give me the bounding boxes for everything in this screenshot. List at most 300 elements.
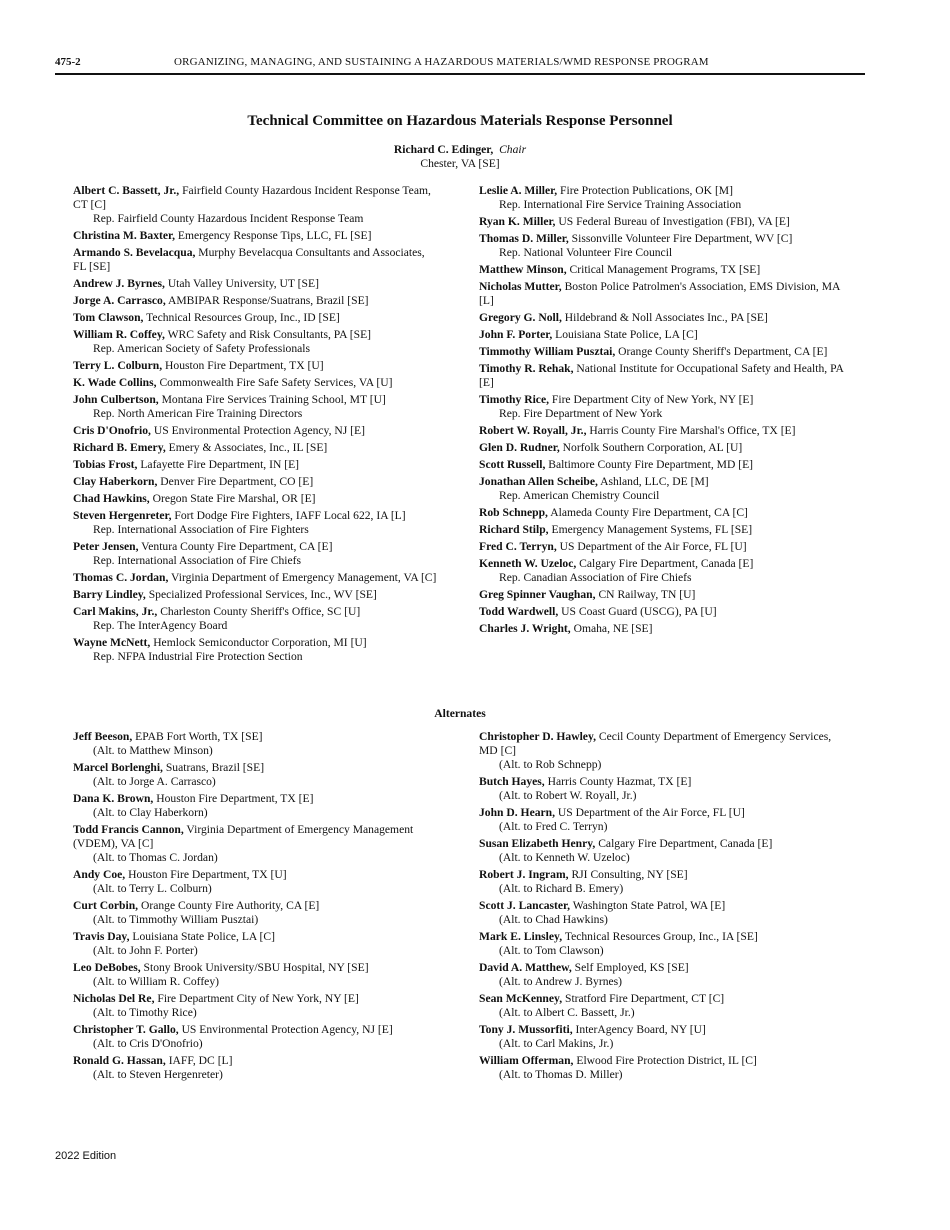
member-name: Greg Spinner Vaughan,	[479, 588, 596, 601]
member-affiliation: Ashland, LLC, DE [M]	[600, 475, 709, 488]
member-name: Jonathan Allen Scheibe,	[479, 475, 598, 488]
member-affiliation: Lafayette Fire Department, IN [E]	[140, 458, 300, 471]
alternate-affiliation: Harris County Hazmat, TX [E]	[547, 775, 692, 788]
alternate-for: (Alt. to Richard B. Emery)	[499, 882, 624, 895]
entry-line	[479, 992, 849, 1006]
entry-line	[73, 328, 438, 342]
alternate-name: Todd Francis Cannon,	[73, 823, 184, 836]
alternate-for: (Alt. to Tom Clawson)	[499, 944, 604, 957]
alternate-entry	[479, 1054, 849, 1082]
edition-footer: 2022 Edition	[55, 1150, 117, 1162]
member-entry	[479, 424, 849, 438]
alternate-entry	[73, 823, 438, 865]
alternate-name: Andy Coe,	[73, 868, 126, 881]
alternate-entry	[479, 961, 849, 989]
alternate-affiliation: US Department of the Air Force, FL [U]	[557, 806, 745, 819]
alternate-entry	[73, 992, 438, 1020]
member-affiliation: Harris County Fire Marshal's Office, TX [E]	[589, 424, 796, 437]
member-name: Steven Hergenreter,	[73, 509, 172, 522]
alternate-name: Susan Elizabeth Henry,	[479, 837, 596, 850]
alternate-entry	[479, 899, 849, 927]
member-affiliation: Boston Police Patrolmen's Association, EMS Division, MA [L]	[479, 280, 840, 307]
entry-line	[479, 506, 849, 520]
alternate-entry	[73, 868, 438, 896]
member-affiliation: AMBIPAR Response/Suatrans, Brazil [SE]	[168, 294, 369, 307]
entry-line	[479, 328, 849, 342]
member-representation: Rep. American Chemistry Council	[499, 489, 660, 502]
member-affiliation: US Federal Bureau of Investigation (FBI), VA [E]	[558, 215, 790, 228]
alternate-affiliation: Suatrans, Brazil [SE]	[165, 761, 265, 774]
entry-line	[479, 930, 849, 944]
member-entry	[479, 263, 849, 277]
member-entry	[479, 393, 849, 421]
alternate-entry	[479, 775, 849, 803]
entry-line	[479, 588, 849, 602]
member-name: Christina M. Baxter,	[73, 229, 175, 242]
alternate-affiliation: Stony Brook University/SBU Hospital, NY [SE]	[143, 961, 369, 974]
alternate-name: Curt Corbin,	[73, 899, 139, 912]
member-entry	[479, 215, 849, 229]
member-entry	[73, 492, 438, 506]
member-name: Timothy Rice,	[479, 393, 549, 406]
alternate-affiliation: RJI Consulting, NY [SE]	[571, 868, 688, 881]
member-name: Nicholas Mutter,	[479, 280, 562, 293]
entry-line	[73, 359, 438, 373]
member-affiliation: Ventura County Fire Department, CA [E]	[141, 540, 333, 553]
entry-line	[479, 540, 849, 554]
member-name: Thomas D. Miller,	[479, 232, 569, 245]
member-affiliation: Commonwealth Fire Safe Safety Services, VA [U]	[159, 376, 393, 389]
member-name: Jorge A. Carrasco,	[73, 294, 166, 307]
alternate-for: (Alt. to Robert W. Royall, Jr.)	[499, 789, 637, 802]
member-entry	[73, 458, 438, 472]
member-entry	[479, 540, 849, 554]
member-representation: Rep. Canadian Association of Fire Chiefs	[499, 571, 692, 584]
entry-line	[479, 311, 849, 325]
entry-line	[479, 263, 849, 277]
member-entry	[73, 359, 438, 373]
member-affiliation: Utah Valley University, UT [SE]	[167, 277, 319, 290]
chair-name: Richard C. Edinger,	[393, 143, 494, 156]
member-entry	[73, 540, 438, 568]
member-entry	[479, 458, 849, 472]
entry-line	[73, 823, 438, 851]
member-entry	[479, 280, 849, 308]
alternate-affiliation: Calgary Fire Department, Canada [E]	[598, 837, 773, 850]
alternate-affiliation: Stratford Fire Department, CT [C]	[565, 992, 725, 1005]
member-name: Carl Makins, Jr.,	[73, 605, 158, 618]
member-representation: Rep. International Association of Fire Chiefs	[93, 554, 302, 567]
member-name: Scott Russell,	[479, 458, 546, 471]
entry-line	[73, 899, 438, 913]
alternate-affiliation: Fire Department City of New York, NY [E]	[157, 992, 359, 1005]
alternate-affiliation: EPAB Fort Worth, TX [SE]	[135, 730, 263, 743]
alternate-name: Travis Day,	[73, 930, 130, 943]
member-affiliation: US Department of the Air Force, FL [U]	[559, 540, 747, 553]
entry-line	[73, 294, 438, 308]
alternate-name: John D. Hearn,	[479, 806, 556, 819]
member-representation: Rep. National Volunteer Fire Council	[499, 246, 673, 259]
member-affiliation: Montana Fire Services Training School, MT [U]	[161, 393, 386, 406]
entry-line	[479, 605, 849, 619]
member-entry	[479, 362, 849, 390]
alternate-for: (Alt. to Fred C. Terryn)	[499, 820, 608, 833]
entry-line	[73, 1023, 438, 1037]
alternate-entry	[73, 961, 438, 989]
chair-block	[0, 143, 920, 171]
entry-line	[479, 622, 849, 636]
entry-line	[73, 540, 438, 554]
member-name: Timmothy William Pusztai,	[479, 345, 616, 358]
member-representation: Rep. North American Fire Training Directors	[93, 407, 303, 420]
alternate-name: Ronald G. Hassan,	[73, 1054, 166, 1067]
member-name: Matthew Minson,	[479, 263, 567, 276]
member-affiliation: Calgary Fire Department, Canada [E]	[579, 557, 754, 570]
entry-line	[479, 215, 849, 229]
entry-line	[73, 636, 438, 650]
alternate-entry	[479, 1023, 849, 1051]
member-entry	[479, 328, 849, 342]
alternate-name: Tony J. Mussorfiti,	[479, 1023, 573, 1036]
member-affiliation: Charleston County Sheriff's Office, SC [U]	[160, 605, 361, 618]
entry-line	[73, 475, 438, 489]
member-entry	[479, 441, 849, 455]
member-entry	[73, 277, 438, 291]
alternate-for: (Alt. to Thomas D. Miller)	[499, 1068, 623, 1081]
entry-line	[479, 775, 849, 789]
member-name: John F. Porter,	[479, 328, 553, 341]
member-representation: Rep. Fire Department of New York	[499, 407, 663, 420]
member-affiliation: Specialized Professional Services, Inc., WV [SE]	[148, 588, 377, 601]
entry-line	[73, 458, 438, 472]
alternate-entry	[73, 899, 438, 927]
alternate-name: William Offerman,	[479, 1054, 574, 1067]
alternate-for: (Alt. to Albert C. Bassett, Jr.)	[499, 1006, 635, 1019]
member-entry	[73, 605, 438, 633]
member-representation: Rep. American Society of Safety Professionals	[93, 342, 311, 355]
alternate-affiliation: Technical Resources Group, Inc., IA [SE]	[564, 930, 758, 943]
member-name: Timothy R. Rehak,	[479, 362, 574, 375]
entry-line	[479, 557, 849, 571]
member-entry	[73, 393, 438, 421]
member-affiliation: WRC Safety and Risk Consultants, PA [SE]	[167, 328, 372, 341]
member-affiliation: Fire Department City of New York, NY [E]	[551, 393, 754, 406]
entry-line	[479, 806, 849, 820]
member-affiliation: US Environmental Protection Agency, NJ [E]	[153, 424, 365, 437]
member-entry	[73, 294, 438, 308]
member-representation: Rep. International Fire Service Training Association	[499, 198, 742, 211]
entry-line	[73, 441, 438, 455]
entry-line	[73, 376, 438, 390]
entry-line	[479, 730, 849, 758]
entry-line	[73, 605, 438, 619]
entry-line	[479, 280, 849, 308]
alternate-name: Dana K. Brown,	[73, 792, 154, 805]
entry-line	[73, 761, 438, 775]
members-left-column	[73, 184, 438, 667]
alternate-entry	[73, 1054, 438, 1082]
alternate-entry	[479, 730, 849, 772]
alternate-name: Christopher D. Hawley,	[479, 730, 597, 743]
alternates-right-column	[479, 730, 849, 1085]
member-affiliation: Virginia Department of Emergency Management, VA [C]	[171, 571, 437, 584]
alternate-for: (Alt. to Chad Hawkins)	[499, 913, 608, 926]
member-name: Tom Clawson,	[73, 311, 144, 324]
member-name: John Culbertson,	[73, 393, 159, 406]
member-name: Gregory G. Noll,	[479, 311, 562, 324]
alternate-for: (Alt. to Cris D'Onofrio)	[93, 1037, 203, 1050]
entry-line	[73, 961, 438, 975]
member-affiliation: Orange County Sheriff's Department, CA [E]	[618, 345, 828, 358]
alternate-name: Nicholas Del Re,	[73, 992, 155, 1005]
entry-line	[479, 362, 849, 390]
entry-line	[479, 441, 849, 455]
entry-line	[73, 792, 438, 806]
running-header	[55, 55, 865, 75]
member-entry	[73, 424, 438, 438]
alternate-name: Butch Hayes,	[479, 775, 545, 788]
member-representation: Rep. The InterAgency Board	[93, 619, 228, 632]
chair-role: Chair	[499, 143, 527, 156]
member-affiliation: Oregon State Fire Marshal, OR [E]	[152, 492, 316, 505]
entry-line	[73, 229, 438, 243]
member-name: Tobias Frost,	[73, 458, 138, 471]
member-affiliation: US Coast Guard (USCG), PA [U]	[561, 605, 717, 618]
member-entry	[73, 376, 438, 390]
member-entry	[479, 506, 849, 520]
alternate-for: (Alt. to Matthew Minson)	[93, 744, 213, 757]
alternate-name: Christopher T. Gallo,	[73, 1023, 179, 1036]
entry-line	[73, 868, 438, 882]
member-entry	[73, 636, 438, 664]
member-name: Kenneth W. Uzeloc,	[479, 557, 577, 570]
member-affiliation: Murphy Bevelacqua Consultants and Associates, FL [SE]	[73, 246, 425, 273]
alternate-for: (Alt. to Terry L. Colburn)	[93, 882, 212, 895]
entry-line	[479, 393, 849, 407]
entry-line	[479, 1023, 849, 1037]
entry-line	[479, 837, 849, 851]
entry-line	[479, 899, 849, 913]
entry-line	[73, 492, 438, 506]
alternate-for: (Alt. to Andrew J. Byrnes)	[499, 975, 623, 988]
alternate-affiliation: Self Employed, KS [SE]	[574, 961, 689, 974]
member-entry	[73, 328, 438, 356]
alternate-entry	[73, 792, 438, 820]
entry-line	[73, 992, 438, 1006]
alternate-name: Mark E. Linsley,	[479, 930, 563, 943]
member-name: Glen D. Rudner,	[479, 441, 560, 454]
member-representation: Rep. NFPA Industrial Fire Protection Section	[93, 650, 303, 663]
entry-line	[73, 930, 438, 944]
member-entry	[73, 184, 438, 226]
member-affiliation: Sissonville Volunteer Fire Department, WV [C]	[571, 232, 793, 245]
alternate-affiliation: Houston Fire Department, TX [E]	[156, 792, 314, 805]
alternates-heading: Alternates	[434, 707, 486, 720]
member-affiliation: Omaha, NE [SE]	[573, 622, 653, 635]
entry-line	[479, 345, 849, 359]
alternate-for: (Alt. to Jorge A. Carrasco)	[93, 775, 216, 788]
entry-line	[73, 1054, 438, 1068]
member-name: Richard B. Emery,	[73, 441, 166, 454]
member-entry	[73, 588, 438, 602]
member-entry	[73, 475, 438, 489]
member-name: Todd Wardwell,	[479, 605, 559, 618]
member-affiliation: Fort Dodge Fire Fighters, IAFF Local 622, IA [L]	[174, 509, 406, 522]
member-affiliation: Denver Fire Department, CO [E]	[160, 475, 314, 488]
alternate-entry	[73, 730, 438, 758]
member-entry	[479, 605, 849, 619]
member-name: William R. Coffey,	[73, 328, 165, 341]
member-affiliation: Hemlock Semiconductor Corporation, MI [U]	[153, 636, 367, 649]
alternate-affiliation: US Environmental Protection Agency, NJ [E]	[181, 1023, 393, 1036]
alternate-for: (Alt. to Steven Hergenreter)	[93, 1068, 223, 1081]
entry-line	[73, 730, 438, 744]
alternate-affiliation: Louisiana State Police, LA [C]	[132, 930, 276, 943]
entry-line	[73, 246, 438, 274]
entry-line	[73, 509, 438, 523]
alternate-affiliation: Virginia Department of Emergency Management (VDEM), VA [C]	[73, 823, 414, 850]
member-name: Albert C. Bassett, Jr.,	[73, 184, 180, 197]
alternate-affiliation: Houston Fire Department, TX [U]	[128, 868, 287, 881]
member-name: Rob Schnepp,	[479, 506, 548, 519]
member-name: Thomas C. Jordan,	[73, 571, 169, 584]
member-entry	[479, 311, 849, 325]
member-entry	[73, 509, 438, 537]
member-entry	[73, 311, 438, 325]
alternate-affiliation: Orange County Fire Authority, CA [E]	[140, 899, 320, 912]
member-entry	[479, 345, 849, 359]
member-affiliation: Baltimore County Fire Department, MD [E]	[548, 458, 754, 471]
page-code: 475-2	[55, 56, 81, 68]
member-name: Terry L. Colburn,	[73, 359, 163, 372]
alternate-name: David A. Matthew,	[479, 961, 572, 974]
committee-title: Technical Committee on Hazardous Materials Response Personnel	[247, 113, 673, 129]
member-affiliation: Alameda County Fire Department, CA [C]	[550, 506, 748, 519]
entry-line	[479, 232, 849, 246]
member-affiliation: Houston Fire Department, TX [U]	[165, 359, 324, 372]
member-name: Wayne McNett,	[73, 636, 151, 649]
entry-line	[479, 184, 849, 198]
entry-line	[73, 588, 438, 602]
member-name: Robert W. Royall, Jr.,	[479, 424, 587, 437]
member-name: Richard Stilp,	[479, 523, 549, 536]
alternate-entry	[479, 806, 849, 834]
entry-line	[479, 961, 849, 975]
member-name: Fred C. Terryn,	[479, 540, 557, 553]
alternate-name: Marcel Borlenghi,	[73, 761, 163, 774]
member-entry	[479, 475, 849, 503]
member-entry	[73, 441, 438, 455]
member-representation: Rep. Fairfield County Hazardous Incident Response Team	[93, 212, 364, 225]
member-affiliation: Emery & Associates, Inc., IL [SE]	[168, 441, 328, 454]
alternate-for: (Alt. to Carl Makins, Jr.)	[499, 1037, 614, 1050]
member-entry	[479, 232, 849, 260]
member-entry	[73, 229, 438, 243]
alternate-for: (Alt. to Rob Schnepp)	[499, 758, 602, 771]
entry-line	[479, 523, 849, 537]
alternate-for: (Alt. to Clay Haberkorn)	[93, 806, 208, 819]
alternate-entry	[479, 930, 849, 958]
member-entry	[479, 523, 849, 537]
alternate-affiliation: Washington State Patrol, WA [E]	[572, 899, 726, 912]
member-name: Peter Jensen,	[73, 540, 139, 553]
alternate-entry	[73, 761, 438, 789]
member-representation: Rep. International Association of Fire Fighters	[93, 523, 309, 536]
alternate-for: (Alt. to Thomas C. Jordan)	[93, 851, 218, 864]
running-title: ORGANIZING, MANAGING, AND SUSTAINING A HAZARDOUS MATERIALS/WMD RESPONSE PROGRAM	[174, 56, 709, 68]
alternates-left-column	[73, 730, 438, 1085]
member-name: Clay Haberkorn,	[73, 475, 158, 488]
entry-line	[73, 571, 438, 585]
member-name: Cris D'Onofrio,	[73, 424, 151, 437]
member-name: Armando S. Bevelacqua,	[73, 246, 196, 259]
alternate-entry	[479, 992, 849, 1020]
members-right-column	[479, 184, 849, 639]
member-name: Ryan K. Miller,	[479, 215, 556, 228]
alternate-affiliation: InterAgency Board, NY [U]	[575, 1023, 706, 1036]
member-name: Leslie A. Miller,	[479, 184, 558, 197]
alternate-for: (Alt. to John F. Porter)	[93, 944, 198, 957]
member-affiliation: Louisiana State Police, LA [C]	[555, 328, 698, 341]
member-entry	[479, 622, 849, 636]
entry-line	[73, 311, 438, 325]
entry-line	[479, 1054, 849, 1068]
alternate-entry	[479, 837, 849, 865]
member-affiliation: Emergency Response Tips, LLC, FL [SE]	[177, 229, 372, 242]
member-affiliation: Technical Resources Group, Inc., ID [SE]	[146, 311, 340, 324]
alternate-affiliation: Elwood Fire Protection District, IL [C]	[576, 1054, 757, 1067]
member-affiliation: Fire Protection Publications, OK [M]	[560, 184, 733, 197]
entry-line	[479, 458, 849, 472]
alternate-entry	[73, 1023, 438, 1051]
entry-line	[73, 424, 438, 438]
member-name: K. Wade Collins,	[73, 376, 157, 389]
alternate-name: Jeff Beeson,	[73, 730, 133, 743]
alternate-for: (Alt. to Timothy Rice)	[93, 1006, 197, 1019]
entry-line	[479, 424, 849, 438]
entry-line	[73, 277, 438, 291]
alternate-for: (Alt. to William R. Coffey)	[93, 975, 219, 988]
member-affiliation: Emergency Management Systems, FL [SE]	[551, 523, 753, 536]
member-affiliation: CN Railway, TN [U]	[598, 588, 696, 601]
entry-line	[73, 393, 438, 407]
member-name: Barry Lindley,	[73, 588, 146, 601]
alternate-for: (Alt. to Kenneth W. Uzeloc)	[499, 851, 630, 864]
member-name: Charles J. Wright,	[479, 622, 571, 635]
member-entry	[479, 184, 849, 212]
entry-line	[479, 475, 849, 489]
chair-location: Chester, VA [SE]	[420, 157, 500, 170]
member-name: Andrew J. Byrnes,	[73, 277, 165, 290]
alternate-name: Leo DeBobes,	[73, 961, 141, 974]
member-affiliation: Norfolk Southern Corporation, AL [U]	[562, 441, 743, 454]
member-entry	[73, 571, 438, 585]
alternate-name: Robert J. Ingram,	[479, 868, 569, 881]
alternate-name: Sean McKenney,	[479, 992, 563, 1005]
alternate-entry	[73, 930, 438, 958]
alternate-entry	[479, 868, 849, 896]
member-affiliation: National Institute for Occupational Safety and Health, PA [E]	[479, 362, 844, 389]
member-entry	[73, 246, 438, 274]
entry-line	[73, 184, 438, 212]
member-affiliation: Critical Management Programs, TX [SE]	[569, 263, 761, 276]
alternate-for: (Alt. to Timmothy William Pusztai)	[93, 913, 259, 926]
member-affiliation: Fairfield County Hazardous Incident Response Team, CT [C]	[73, 184, 431, 211]
member-affiliation: Hildebrand & Noll Associates Inc., PA [SE]	[564, 311, 768, 324]
alternate-affiliation: Cecil County Department of Emergency Services, MD [C]	[479, 730, 832, 757]
entry-line	[479, 868, 849, 882]
alternate-name: Scott J. Lancaster,	[479, 899, 571, 912]
